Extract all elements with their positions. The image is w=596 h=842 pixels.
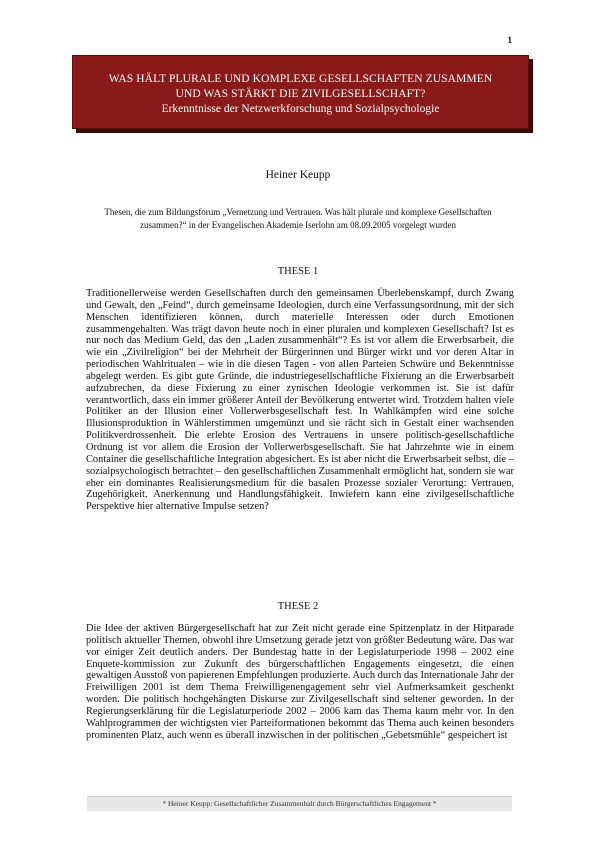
- title-line-1: WAS HÄLT PLURALE UND KOMPLEXE GESELLSCHAFTEN ZUSAMMEN: [108, 73, 493, 85]
- intro-note: Thesen, die zum Bildungsforum „Vernetzung und Vertrauen. Was hält plurale und komplexe Gesellschaften zusammen?“ in der Evangelischen Akademie Iserlohn am 08.09.2005 vorgelegt wurden: [104, 207, 492, 230]
- thesis-1-text: Traditionellerweise werden Gesellschaften durch den gemeinsamen Überlebenskampf, durch Zwang und Gewalt, den „Feind“, durch gemeinsame Ideologien, durch eine Verfassungsordnung, mit der sich Menschen identifizieren können, durch materielle Interessen oder durch Emotionen zusammengehalten. Was trägt davon heute noch in einer pluralen und komplexen Gesellschaft? Ist es nur noch das Medium Geld, das den „Laden zusammenhält“? Es ist vor allem die Erwerbsarbeit, die wie ein „Zivilreligion“ bei der Mehrheit der Bürgerinnen und Bürger wirkt und vor deren Altar in periodischen Wahlritualen – wie in die diesen Tagen - von allen Parteien Schwüre und Bekenntnisse abgelegt werden. Es gibt gute Gründe, die industriegesellschaftliche Fixierung an die Erwerbsarbeit aufzubrechen, da diese Fixierung zu einer zynischen Ideologie verkommen ist. Sie ist dafür verantwortlich, dass ein immer größerer Anteil der Bevölkerung entwertet wird. Trotzdem halten viele Politiker an der Illusion einer Vollerwerbsgesellschaft fest. In Wahlkämpfen wird eine solche Illusionsproduktion in Wählerstimmen umgemünzt und sie rächt sich in Gestalt einer wachsenden Politikverdrossenheit. Die erlebte Erosion des Vertrauens in unsere politisch-gesellschaftliche Ordnung ist vor allem die Erosion der Vollerwerbsgesellschaft. Sie hat Jahrzehnte wie in einem Container die gesellschaftliche Integration abgesichert. Es ist aber nicht die Erwerbsarbeit selbst, die – sozialpsychologisch betrachtet – den gesellschaftlichen Zusammenhalt ermöglicht hat, sondern sie war eher ein dominantes Realisierungsmedium für die basalen Prozesse sozialer Verortung: Vertrauen, Zugehörigkeit, Anerkennung und Handlungsfähigkeit. Inwiefern kann eine zivilgesellschaftliche Perspektive hier alternative Impulse setzen?: [86, 288, 514, 513]
- thesis-1-heading: THESE 1: [277, 266, 319, 277]
- page-footer: * Heiner Keupp: Gesellschaftlicher Zusammenhalt durch Bürgerschaftliches Engagement *: [87, 796, 512, 811]
- title-banner: [72, 55, 529, 129]
- title-subtitle: Erkenntnisse der Netzwerkforschung und Sozialpsychologie: [161, 103, 440, 115]
- title-line-2: UND WAS STÄRKT DIE ZIVILGESELLSCHAFT?: [175, 88, 426, 100]
- page-number: 1: [507, 35, 512, 45]
- author-name: Heiner Keupp: [265, 169, 331, 181]
- thesis-2-text: Die Idee der aktiven Bürgergesellschaft hat zur Zeit nicht gerade eine Spitzenplatz in der Hitparade politisch aktueller Themen, obwohl ihre Umsetzung gerade jetzt von größter Bedeutung wäre. Das war vor einiger Zeit deutlich anders. Der Bundestag hatte in der Legislaturperiode 1998 – 2002 eine Enquete-kommission zur Zukunft des bürgerschaftlichen Engagements eingesetzt, die einen gewaltigen Ausstoß von papierenen Empfehlungen produzierte. Auch durch das Internationale Jahr der Freiwilligen 2001 ist dem Thema Freiwilligenengagement sehr viel Aufmerksamkeit geschenkt worden. Die politisch hochgehängten Diskurse zur Zivilgesellschaft sind seltener geworden. In der Regierungserklärung für die Legislaturperiode 2002 – 2006 kam das Thema kaum mehr vor. In den Wahlprogrammen der wichtigsten vier Parteiformationen bekommt das Thema auch keinen besonders prominenten Platz, auch wenn es überall inzwischen in der politischen „Gebetsmühle“ gespeichert ist: [86, 623, 514, 741]
- thesis-2-heading: THESE 2: [277, 601, 319, 612]
